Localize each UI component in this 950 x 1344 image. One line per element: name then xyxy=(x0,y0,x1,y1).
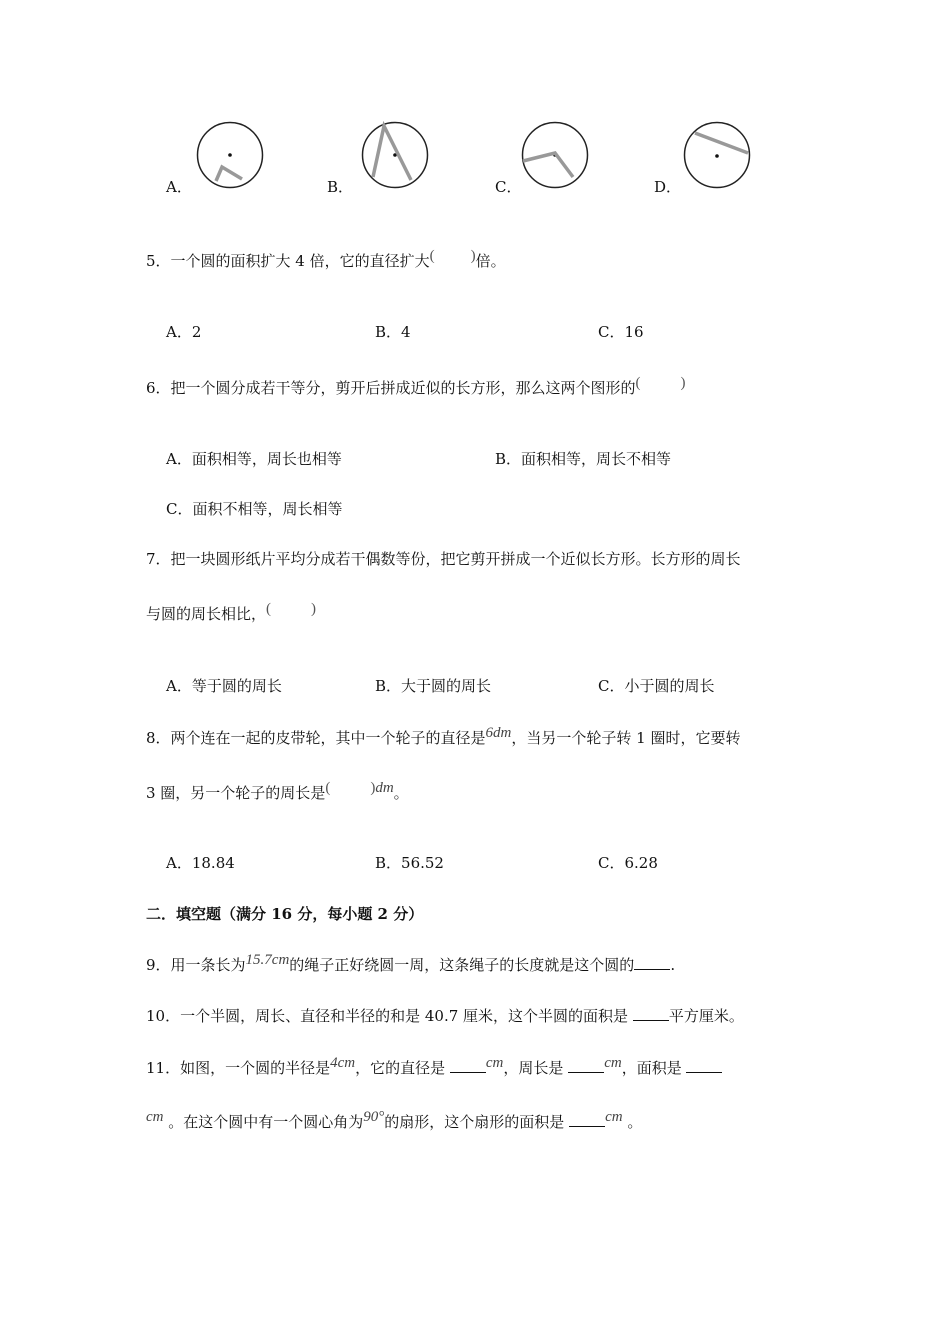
q7-option-c: C．小于圆的周长 xyxy=(598,677,715,695)
q11-unit-2: cm xyxy=(604,1055,622,1071)
q8-paren-close: ) xyxy=(370,780,376,796)
q8-line-1 xyxy=(146,725,741,749)
q5-text-after: 倍。 xyxy=(475,252,506,270)
q8-line-1-after: ，当另一个轮子转 1 圈时，它要转 xyxy=(511,729,741,747)
q11-angle-math: 90° xyxy=(363,1109,385,1125)
q11-unit-3: cm xyxy=(146,1109,164,1125)
q7-paren-close: ) xyxy=(311,601,317,617)
q8-option-c: C．6.28 xyxy=(598,854,658,872)
q11-perimeter-blank[interactable] xyxy=(568,1058,604,1073)
question-9 xyxy=(146,952,676,976)
q11-sector-blank[interactable] xyxy=(569,1112,605,1127)
circle-diameter-icon xyxy=(683,121,751,189)
q7-line-2 xyxy=(146,601,317,625)
q6-paren-open: ( xyxy=(635,375,641,391)
q9-end: . xyxy=(670,956,676,974)
q5-text: 5．一个圆的面积扩大 4 倍，它的直径扩大 xyxy=(146,252,430,270)
q5-paren-open: ( xyxy=(429,248,435,264)
q4-option-c-label: C． xyxy=(495,178,522,196)
q5-option-b: B．4 xyxy=(375,323,411,341)
q8-line-2-end: 。 xyxy=(393,784,409,802)
q6-option-b: B．面积相等，周长不相等 xyxy=(495,450,672,468)
circle-two-radii-icon xyxy=(196,121,264,189)
q11-area-blank[interactable] xyxy=(686,1058,722,1073)
q11-perimeter-text: ，周长是 xyxy=(503,1059,564,1077)
q8-option-a: A．18.84 xyxy=(166,854,235,872)
q11-line-2 xyxy=(146,1109,643,1133)
q9-answer-blank[interactable] xyxy=(634,955,670,970)
q8-option-b: B．56.52 xyxy=(375,854,444,872)
q11-diameter-text: ，它的直径是 xyxy=(355,1059,446,1077)
q11-line-1 xyxy=(146,1055,722,1079)
circle-two-chords-icon xyxy=(361,121,429,189)
q11-unit-4: cm xyxy=(605,1109,623,1125)
q7-option-b: B．大于圆的周长 xyxy=(375,677,492,695)
q8-unit: dm xyxy=(375,780,394,796)
q6-paren-close: ) xyxy=(680,375,686,391)
q7-paren-open: ( xyxy=(266,601,272,617)
q8-line-1-text: 8．两个连在一起的皮带轮，其中一个轮子的直径是 xyxy=(146,729,486,747)
q8-line-2-text: 3 圈，另一个轮子的周长是 xyxy=(146,784,326,802)
q11-unit-1: cm xyxy=(485,1055,504,1071)
q4-option-b-label: B． xyxy=(327,178,354,196)
q8-line-2 xyxy=(146,780,409,804)
q11-area-text: ，面积是 xyxy=(621,1059,682,1077)
q11-text: 11．如图，一个圆的半径是 xyxy=(146,1059,331,1077)
circle-radius-chord-icon xyxy=(521,121,589,189)
q11-sector-text: 。在这个圆中有一个圆心角为 xyxy=(168,1113,364,1131)
q7-option-a: A．等于圆的周长 xyxy=(166,677,282,695)
question-10 xyxy=(146,1006,744,1026)
q5-option-a: A．2 xyxy=(166,323,202,341)
q9-text: 9．用一条长为 xyxy=(146,956,246,974)
q4-option-d-label: D． xyxy=(654,178,682,196)
q8-paren-open: ( xyxy=(325,780,331,796)
q8-diameter-math: 6dm xyxy=(485,725,512,741)
q11-end: 。 xyxy=(627,1113,643,1131)
q11-radius-math: 4cm xyxy=(330,1055,356,1071)
q9-length-math: 15.7cm xyxy=(245,952,290,968)
q7-line-2-text: 与圆的周长相比， xyxy=(146,605,267,623)
q11-sector-area-text: 的扇形，这个扇形的面积是 xyxy=(384,1113,565,1131)
q10-answer-blank[interactable] xyxy=(633,1006,669,1021)
section-2-title: 二．填空题（满分 16 分，每小题 2 分） xyxy=(146,905,424,923)
question-6 xyxy=(146,375,686,399)
q9-text-after: 的绳子正好绕圆一周，这条绳子的长度就是这个圆的 xyxy=(289,956,635,974)
q5-paren-close: ) xyxy=(470,248,476,264)
question-5 xyxy=(146,248,506,272)
q10-text: 10．一个半圆，周长、直径和半径的和是 40.7 厘米，这个半圆的面积是 xyxy=(146,1007,629,1025)
q7-line-1: 7．把一块圆形纸片平均分成若干偶数等份，把它剪开拼成一个近似长方形。长方形的周长 xyxy=(146,550,741,568)
q6-option-c: C．面积不相等，周长相等 xyxy=(166,500,343,518)
q6-option-a: A．面积相等，周长也相等 xyxy=(166,450,342,468)
q4-option-a-label: A． xyxy=(166,178,192,196)
q10-text-after: 平方厘米。 xyxy=(668,1007,744,1025)
q11-diameter-blank[interactable] xyxy=(450,1058,486,1073)
q5-option-c: C．16 xyxy=(598,323,644,341)
q6-text: 6．把一个圆分成若干等分，剪开后拼成近似的长方形，那么这两个图形的 xyxy=(146,379,636,397)
